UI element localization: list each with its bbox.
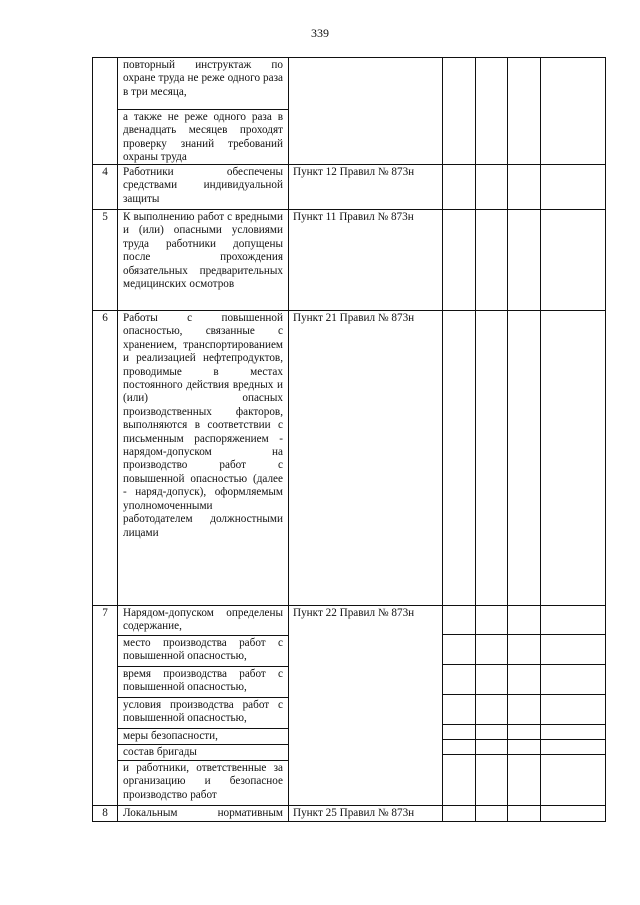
- requirement-cell: [118, 606, 289, 806]
- requirement-text: условия производства работ с повышенной опасностью,: [118, 697, 288, 728]
- row-number: 4: [93, 165, 118, 210]
- requirement-cell: [118, 210, 289, 311]
- requirement-text: повторный инструктаж по охране труда не реже одного раза в три месяца,: [123, 59, 283, 98]
- requirement-text: место производства работ с повышенной опасностью,: [118, 635, 288, 666]
- row-number: 5: [93, 210, 118, 311]
- remarks-cell[interactable]: [541, 806, 606, 822]
- reference-cell: [289, 58, 443, 165]
- row-number: 8: [93, 806, 118, 822]
- reference-cell: [289, 311, 443, 606]
- reference-cell: [289, 806, 443, 822]
- answer-no-cell[interactable]: [476, 311, 508, 606]
- table-row: [93, 311, 606, 606]
- table-row: [93, 806, 606, 822]
- requirement-text: Работы с повышенной опасностью, связанные с хранением, транспортированием и реализацией нефтепродуктов, проводимые в местах постоянного действия вредных и (или) опасных производственных факторов, выполняются в соответствии с письменным распоряжением - нарядом-допуском на производство работ с повышенной опасностью (далее - наряд-допуск), оформляемым уполномоченными работодателем должностными лицами: [123, 312, 283, 539]
- remarks-cell[interactable]: [541, 210, 606, 311]
- page-number: 339: [311, 26, 329, 40]
- requirement-text: а также не реже одного раза в двенадцать месяцев проходят проверку знаний требований охраны труда: [118, 109, 288, 164]
- answer-yes-cell[interactable]: [443, 165, 476, 210]
- checklist-table: [92, 57, 606, 822]
- answer-na-cell[interactable]: [508, 58, 541, 165]
- row-number: [93, 58, 118, 165]
- requirement-cell: [118, 165, 289, 210]
- answer-na-cell[interactable]: [508, 806, 541, 822]
- answer-yes-cell[interactable]: [443, 606, 476, 806]
- table-row: [93, 210, 606, 311]
- reference-cell: [289, 165, 443, 210]
- answer-yes-cell[interactable]: [443, 311, 476, 606]
- answer-na-cell[interactable]: [508, 210, 541, 311]
- requirement-text: состав бригады: [118, 744, 288, 760]
- answer-yes-cell[interactable]: [443, 58, 476, 165]
- remarks-cell[interactable]: [541, 606, 606, 806]
- remarks-cell[interactable]: [541, 165, 606, 210]
- reference-text: Пункт 22 Правил № 873н: [293, 607, 415, 619]
- reference-text: [289, 58, 442, 60]
- table-row: [93, 58, 606, 165]
- requirement-text: меры безопасности,: [118, 728, 288, 744]
- answer-no-cell[interactable]: [476, 58, 508, 165]
- table-row: [93, 165, 606, 210]
- remarks-cell[interactable]: [541, 311, 606, 606]
- requirement-text: и работники, ответственные за организацию и безопасное производство работ: [118, 760, 288, 805]
- remarks-cell[interactable]: [541, 58, 606, 165]
- requirement-cell: [118, 311, 289, 606]
- row-number: 6: [93, 311, 118, 606]
- answer-no-cell[interactable]: [476, 606, 508, 806]
- row-number: 7: [93, 606, 118, 806]
- reference-text: Пункт 11 Правил № 873н: [293, 211, 414, 223]
- answer-no-cell[interactable]: [476, 806, 508, 822]
- table-row: [93, 606, 606, 806]
- answer-no-cell[interactable]: [476, 165, 508, 210]
- reference-text: Пункт 25 Правил № 873н: [293, 807, 415, 819]
- answer-na-cell[interactable]: [508, 165, 541, 210]
- requirement-cell: [118, 58, 289, 165]
- requirement-cell: [118, 806, 289, 822]
- reference-text: Пункт 12 Правил № 873н: [293, 166, 415, 178]
- requirement-text: Нарядом-допуском определены содержание,: [123, 607, 283, 633]
- requirement-text: время производства работ с повышенной опасностью,: [118, 666, 288, 697]
- answer-na-cell[interactable]: [508, 311, 541, 606]
- requirement-text: Локальным нормативным: [123, 807, 283, 819]
- requirement-text: Работники обеспечены средствами индивидуальной защиты: [123, 166, 283, 205]
- answer-no-cell[interactable]: [476, 210, 508, 311]
- answer-yes-cell[interactable]: [443, 806, 476, 822]
- answer-na-cell[interactable]: [508, 606, 541, 806]
- reference-text: Пункт 21 Правил № 873н: [293, 312, 415, 324]
- answer-yes-cell[interactable]: [443, 210, 476, 311]
- reference-cell: [289, 606, 443, 806]
- requirement-text: К выполнению работ с вредными и (или) опасными условиями труда работники допущены после прохождения обязательных предварительных медицинских осмотров: [123, 211, 283, 291]
- reference-cell: [289, 210, 443, 311]
